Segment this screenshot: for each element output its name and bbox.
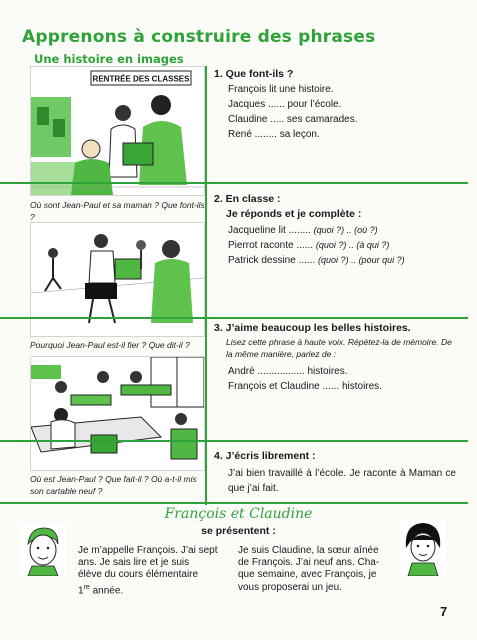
francois-text-line: ans. Je sais lire et je suis xyxy=(78,557,190,569)
illustration-3-drawing xyxy=(31,357,204,470)
ordinal-number: 1 xyxy=(78,584,84,596)
question-hint: (quoi ?) .. (pour qui ?) xyxy=(318,255,405,265)
caption-1: Où sont Jean-Paul et sa maman ? Que font-ils ? xyxy=(30,200,205,222)
claudine-text-line: de François. J’ai neuf ans. Cha- xyxy=(238,557,380,569)
section-divider xyxy=(0,182,468,184)
illustration-2-drawing xyxy=(31,223,204,336)
section-divider xyxy=(0,317,468,319)
section-1-line: François lit une histoire. xyxy=(228,84,334,95)
exercise-text: Jacqueline lit ........ xyxy=(228,225,311,236)
claudine-portrait xyxy=(400,520,446,576)
francois-portrait xyxy=(20,524,66,576)
sign-text: RENTRÉE DES CLASSES xyxy=(92,74,190,84)
francois-text-end: année. xyxy=(89,584,124,596)
illustration-1-drawing xyxy=(31,67,204,195)
section-2-subtitle: Je réponds et je complète : xyxy=(226,208,362,220)
section-1-title: 1. Que font-ils ? xyxy=(214,68,294,80)
section-2-line xyxy=(228,223,378,238)
claudine-text-line: que semaine, avec François, je xyxy=(238,569,377,581)
illustration-classroom-entry xyxy=(30,66,205,196)
caption-2: Pourquoi Jean-Paul est-il fier ? Que dit-il ? xyxy=(30,340,190,350)
francois-face-drawing xyxy=(20,524,66,576)
page-number: 7 xyxy=(440,604,448,619)
section-3-title: 3. J’aime beaucoup les belles histoires. xyxy=(214,322,411,334)
exercise-text: Pierrot raconte ...... xyxy=(228,240,314,251)
francois-text-line xyxy=(78,582,226,598)
section-2-title: 2. En classe : xyxy=(214,193,281,205)
section-divider xyxy=(0,440,468,442)
claudine-intro xyxy=(238,545,384,594)
illustration-class-desks xyxy=(30,356,205,471)
illustration-playground xyxy=(30,222,205,337)
section-2-line xyxy=(228,238,389,253)
claudine-text-line: vous proposerai un jeu. xyxy=(238,581,342,593)
characters-title: François et Claudine xyxy=(164,506,313,522)
section-4-title: 4. J’écris librement : xyxy=(214,450,316,462)
page-subtitle: Une histoire en images xyxy=(34,52,184,66)
section-1-line: Jacques ...... pour l’école. xyxy=(228,99,342,110)
characters-subtitle: se présentent : xyxy=(201,525,276,537)
section-3-note: Lisez cette phrase à haute voix. Répétez-la de mémoire. De la même manière, parlez de : xyxy=(226,337,452,359)
francois-intro xyxy=(78,545,226,597)
ordinal-suffix: re xyxy=(83,583,90,591)
francois-text-line: élève du cours élémentaire xyxy=(78,569,199,581)
section-2-line xyxy=(228,253,405,268)
question-hint: (quoi ?) .. (où ?) xyxy=(313,225,378,235)
caption-3: Où est Jean-Paul ? Que fait-il ? Où a-t-il mis son cartable neuf ? xyxy=(30,474,197,496)
section-1-line: René ........ sa leçon. xyxy=(228,129,320,140)
section-divider xyxy=(0,502,468,504)
exercise-text: Patrick dessine ...... xyxy=(228,255,316,266)
claudine-text-line: Je suis Claudine, la sœur aînée xyxy=(238,545,379,556)
section-3-line: André ................. histoires. xyxy=(228,366,348,377)
page-title: Apprenons à construire des phrases xyxy=(22,27,376,47)
section-4-text: J’ai bien travaillé à l’école. Je raconte à Maman ce que j’ai fait. xyxy=(228,468,456,494)
claudine-face-drawing xyxy=(400,520,446,576)
francois-text-line: Je m’appelle François. J’ai sept xyxy=(78,545,218,556)
question-hint: (quoi ?) .. (à qui ?) xyxy=(315,240,390,250)
section-3-line: François et Claudine ...... histoires. xyxy=(228,381,382,392)
section-1-line: Claudine ..... ses camarades. xyxy=(228,114,358,125)
